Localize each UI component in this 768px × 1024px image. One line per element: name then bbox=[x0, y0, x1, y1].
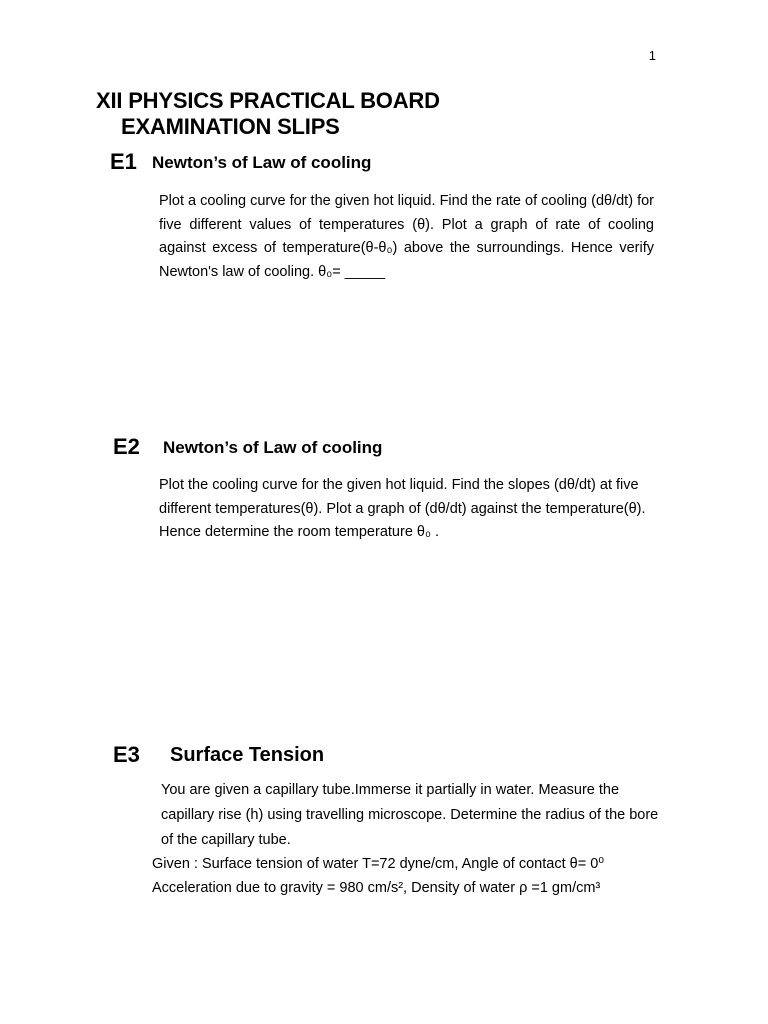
section-heading: Newton’s of Law of cooling bbox=[152, 153, 372, 172]
instructions-text: Plot the cooling curve for the given hot liquid. Find the slopes (dθ/dt) at five different temperatures(θ). Plot a graph of (dθ/dt) against the temperature(θ). Hence determine the room temperature θ₀ . bbox=[159, 477, 646, 540]
given-line-1: Given : Surface tension of water T=72 dyne/cm, Angle of contact θ= 0⁰ bbox=[152, 856, 605, 872]
title-line-2: EXAMINATION SLIPS bbox=[121, 114, 340, 139]
section-heading: Surface Tension bbox=[170, 744, 325, 766]
section-instructions bbox=[161, 778, 661, 853]
section-code: E2 bbox=[113, 434, 140, 459]
title-line-1: XII PHYSICS PRACTICAL BOARD bbox=[96, 88, 440, 113]
section-instructions bbox=[159, 474, 654, 545]
document-title bbox=[96, 88, 440, 140]
section-heading: Newton’s of Law of cooling bbox=[163, 438, 383, 457]
given-values bbox=[152, 852, 604, 900]
section-code: E3 bbox=[113, 742, 140, 767]
section-instructions bbox=[159, 190, 654, 284]
page-number: 1 bbox=[648, 48, 656, 63]
instructions-text: Plot a cooling curve for the given hot liquid. Find the rate of cooling (dθ/dt) for five different values of temperatures (θ). Plot a graph of rate of cooling against excess of temperature(θ-θ₀) above the surroundings. Hence verify Newton's law of cooling. θ₀= _____ bbox=[159, 193, 654, 280]
section-code: E1 bbox=[110, 149, 137, 174]
instructions-text: You are given a capillary tube.Immerse it partially in water. Measure the capillary rise (h) using travelling microscope. Determine the radius of the bore of the capillary tube. bbox=[161, 782, 659, 848]
given-line-2: Acceleration due to gravity = 980 cm/s², Density of water ρ =1 gm/cm³ bbox=[152, 880, 601, 896]
